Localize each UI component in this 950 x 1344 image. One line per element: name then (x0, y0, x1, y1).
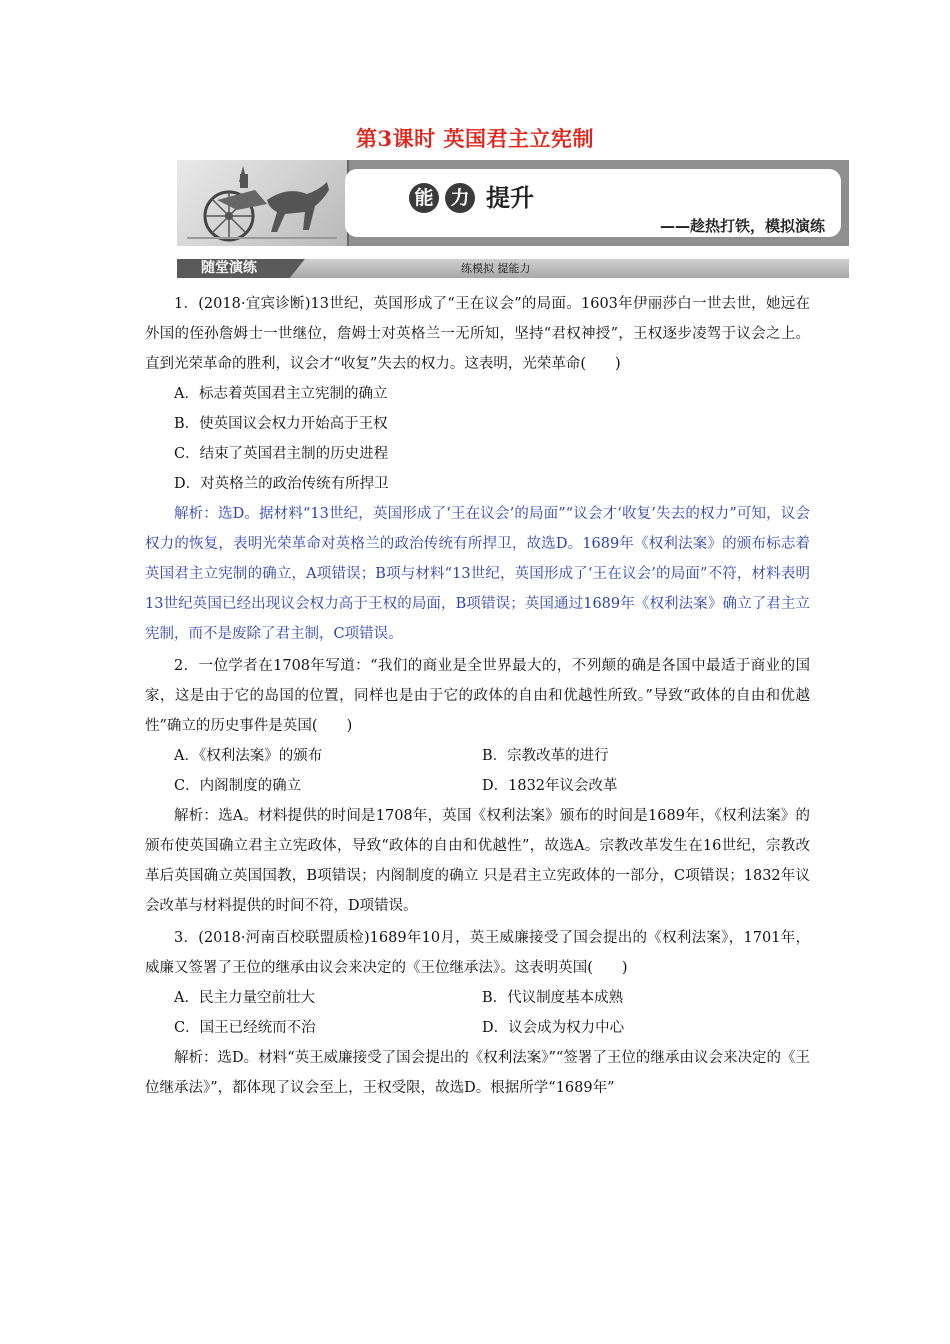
question-1 (145, 289, 810, 649)
option-a: A．标志着英国君主立宪制的确立 (174, 386, 388, 402)
banner-word: 提升 (486, 184, 534, 212)
analysis: 解析：选A。材料提供的时间是1708年，英国《权利法案》颁布的时间是1689年，《权利法案》的颁布使英国确立君主立宪政体，导致“政体的自由和优越性”，故选A。宗教改革发生在16世纪，宗教改革后英国确立英国国教，B项错误；内阁制度的确立 只是君主立宪政体的一部分，C项错误；1832年议会改革与材料提供的时间不符，D项错误。 (145, 808, 810, 914)
option-c: C．结束了英国君主制的历史进程 (174, 446, 389, 462)
option-row (145, 741, 810, 771)
section-header (177, 259, 849, 278)
page-title: 第3课时 英国君主立宪制 (356, 126, 594, 151)
option-b: B．宗教改革的进行 (482, 748, 609, 764)
option-b: B．代议制度基本成熟 (482, 990, 624, 1006)
option-row (145, 1013, 810, 1043)
question-stem: 2．一位学者在1708年写道：“我们的商业是全世界最大的，不列颠的确是各国中最适于商业的国家，这是由于它的岛国的位置，同样也是由于它的政体的自由和优越性所致。”导致“政体的自由和优越性”确立的历史事件是英国( ) (145, 658, 810, 734)
banner-char-1: 能 (409, 183, 439, 213)
analysis: 解析：选D。据材料“13世纪，英国形成了‘王在议会’的局面”“议会才‘收复’失去的权力”可知，议会权力的恢复，表明光荣革命对英格兰的政治传统有所捍卫，故选D。1689年《权利法案》的颁布标志着英国君主立宪制的确立，A项错误；B项与材料“13世纪，英国形成了‘王在议会’的局面”不符，材料表明13世纪英国已经出现议会权力高于王权的局面，B项错误；英国通过1689年《权利法案》确立了君主立宪制，而不是废除了君主制，C项错误。 (145, 506, 810, 642)
analysis: 解析：选D。材料“英王威廉接受了国会提出的《权利法案》”“签署了王位的继承由议会来决定的《王位继承法》”，都体现了议会至上，王权受限，故选D。根据所学“1689年” (145, 1050, 810, 1096)
option-b: B．使英国议会权力开始高于王权 (174, 416, 388, 432)
chariot-illustration (177, 160, 349, 246)
option-c: C．国王已经统而不治 (174, 1020, 316, 1036)
question-3 (145, 923, 810, 1103)
question-content (145, 287, 810, 1103)
ability-banner (177, 160, 849, 246)
section-subtitle: 练模拟 提能力 (461, 262, 531, 275)
option-a: A．《权利法案》的颁布 (174, 748, 323, 764)
question-stem: 1．(2018·宜宾诊断)13世纪，英国形成了“王在议会”的局面。1603年伊丽莎白一世去世，她远在外国的侄孙詹姆士一世继位，詹姆士对英格兰一无所知，坚持“君权神授”，王权逐步凌驾于议会之上。直到光荣革命的胜利，议会才“收复”失去的权力。这表明，光荣革命( ) (145, 296, 810, 372)
banner-slogan: ——趁热打铁，模拟演练 (659, 217, 825, 235)
option-a: A．民主力量空前壮大 (174, 990, 315, 1006)
banner-char-2: 力 (445, 183, 475, 213)
question-2 (145, 651, 810, 921)
section-label: 随堂演练 (201, 260, 257, 276)
chariot-icon (177, 160, 347, 246)
option-d: D．1832年议会改革 (482, 778, 618, 794)
option-d: D．议会成为权力中心 (482, 1020, 625, 1036)
option-row (145, 771, 810, 801)
question-stem: 3．(2018·河南百校联盟质检)1689年10月，英王威廉接受了国会提出的《权利法案》，1701年，威廉又签署了王位的继承由议会来决定的《王位继承法》。这表明英国( ) (145, 930, 810, 976)
option-d: D．对英格兰的政治传统有所捍卫 (174, 476, 389, 492)
option-c: C．内阁制度的确立 (174, 778, 302, 794)
banner-panel (345, 169, 841, 237)
option-row (145, 983, 810, 1013)
